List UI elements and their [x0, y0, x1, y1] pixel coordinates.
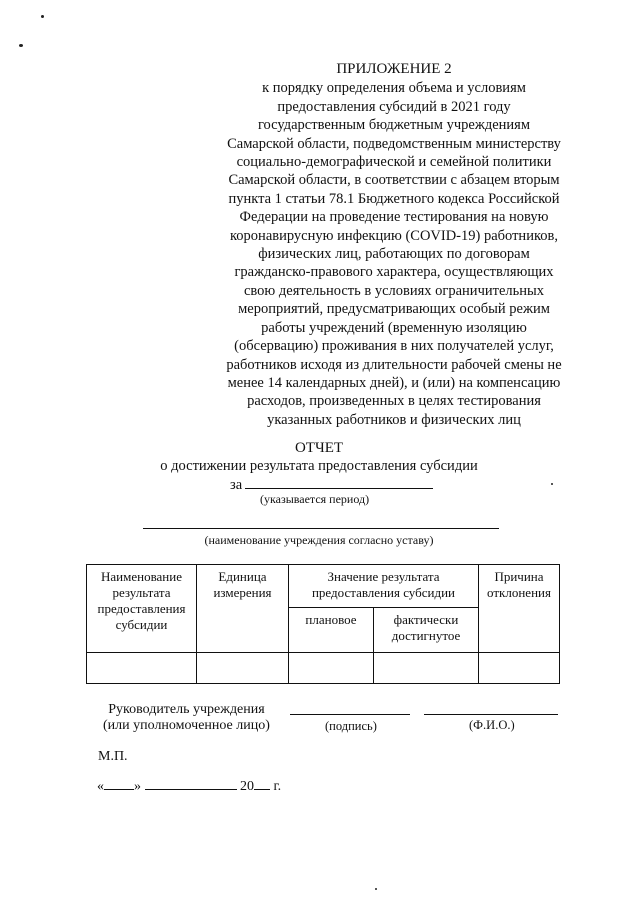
date-line — [97, 777, 281, 795]
appendix-line: работы учреждений (временную изоляцию — [261, 319, 527, 336]
header-value: Значение результата предоставления субсидии — [289, 565, 479, 608]
appendix-line: работников исходя из длительности рабочей смены не — [226, 356, 562, 373]
full-name-caption: (Ф.И.О.) — [469, 718, 515, 732]
report-subtitle: о достижении результата предоставления субсидии — [160, 458, 478, 474]
scan-speck — [19, 44, 23, 47]
appendix-line: свою деятельность в условиях ограничительных — [244, 282, 544, 299]
appendix-line: государственным бюджетным учреждениям — [257, 117, 531, 134]
appendix-line: гражданско-правового характера, осуществляющих — [234, 264, 554, 281]
scan-speck — [41, 15, 44, 18]
table-row — [87, 653, 560, 684]
header-result-name: Наименование результата предоставления субсидии — [87, 565, 197, 653]
table-cell — [197, 653, 289, 684]
header-unit: Единица измерения — [197, 565, 289, 653]
table-header-row — [87, 565, 560, 608]
period-prefix: за — [230, 477, 243, 493]
appendix-line: Федерации на проведение тестирования на новую — [239, 209, 549, 226]
appendix-line: менее 14 календарных дней), и (или) на компенсацию — [227, 374, 561, 391]
date-open-quote: « — [97, 779, 104, 794]
appendix-line: расходов, произведенных в целях тестирования — [247, 393, 541, 410]
period-blank — [245, 476, 433, 489]
appendix-line: мероприятий, предусматривающих особый режим — [238, 301, 550, 318]
report-table — [86, 564, 560, 684]
appendix-line: к порядку определения объема и условиям — [262, 80, 526, 97]
day-blank — [104, 777, 134, 790]
table-cell — [289, 653, 374, 684]
scan-speck — [551, 483, 553, 485]
appendix-line: социально-демографической и семейной политики — [236, 154, 552, 171]
signatory-line2: (или уполномоченное лицо) — [103, 718, 270, 733]
signatory-label — [103, 702, 270, 734]
table-cell — [479, 653, 560, 684]
year-suffix: г. — [273, 779, 282, 794]
subheader-planned: плановое — [289, 608, 374, 653]
signature-blank — [290, 714, 410, 715]
appendix-line: Самарской области, в соответствии с абзацем вторым — [228, 172, 560, 189]
appendix-line: пункта 1 статьи 78.1 Бюджетного кодекса Российской — [228, 190, 560, 207]
signatory-line1: Руководитель учреждения — [108, 702, 265, 717]
year-blank — [254, 777, 270, 790]
full-name-blank — [424, 714, 558, 715]
appendix-title: ПРИЛОЖЕНИЕ 2 — [336, 61, 452, 77]
scan-speck — [375, 888, 377, 890]
appendix-line: (обсервацию) проживания в них получателей услуг, — [234, 338, 554, 355]
appendix-line: указанных работников и физических лиц — [267, 411, 521, 428]
appendix-header — [208, 60, 580, 429]
appendix-line: предоставления субсидий в 2021 году — [277, 98, 511, 115]
subheader-actual: фактически достигнутое — [374, 608, 479, 653]
stamp-place: М.П. — [98, 749, 128, 764]
date-close-quote: » — [134, 779, 141, 794]
table-cell — [87, 653, 197, 684]
appendix-line: Самарской области, подведомственным министерству — [227, 135, 561, 152]
period-hint: (указывается период) — [260, 492, 370, 506]
year-prefix: 20 — [240, 779, 254, 794]
appendix-line: коронавирусную инфекцию (COVID-19) работников, — [230, 227, 558, 244]
report-title: ОТЧЕТ — [294, 440, 344, 456]
org-hint: (наименование учреждения согласно уставу) — [204, 533, 434, 547]
appendix-line: физических лиц, работающих по договорам — [258, 246, 530, 263]
org-name-blank — [143, 528, 499, 529]
signature-caption: (подпись) — [325, 719, 377, 733]
header-reason: Причина отклонения — [479, 565, 560, 653]
table-cell — [374, 653, 479, 684]
month-blank — [145, 777, 237, 790]
